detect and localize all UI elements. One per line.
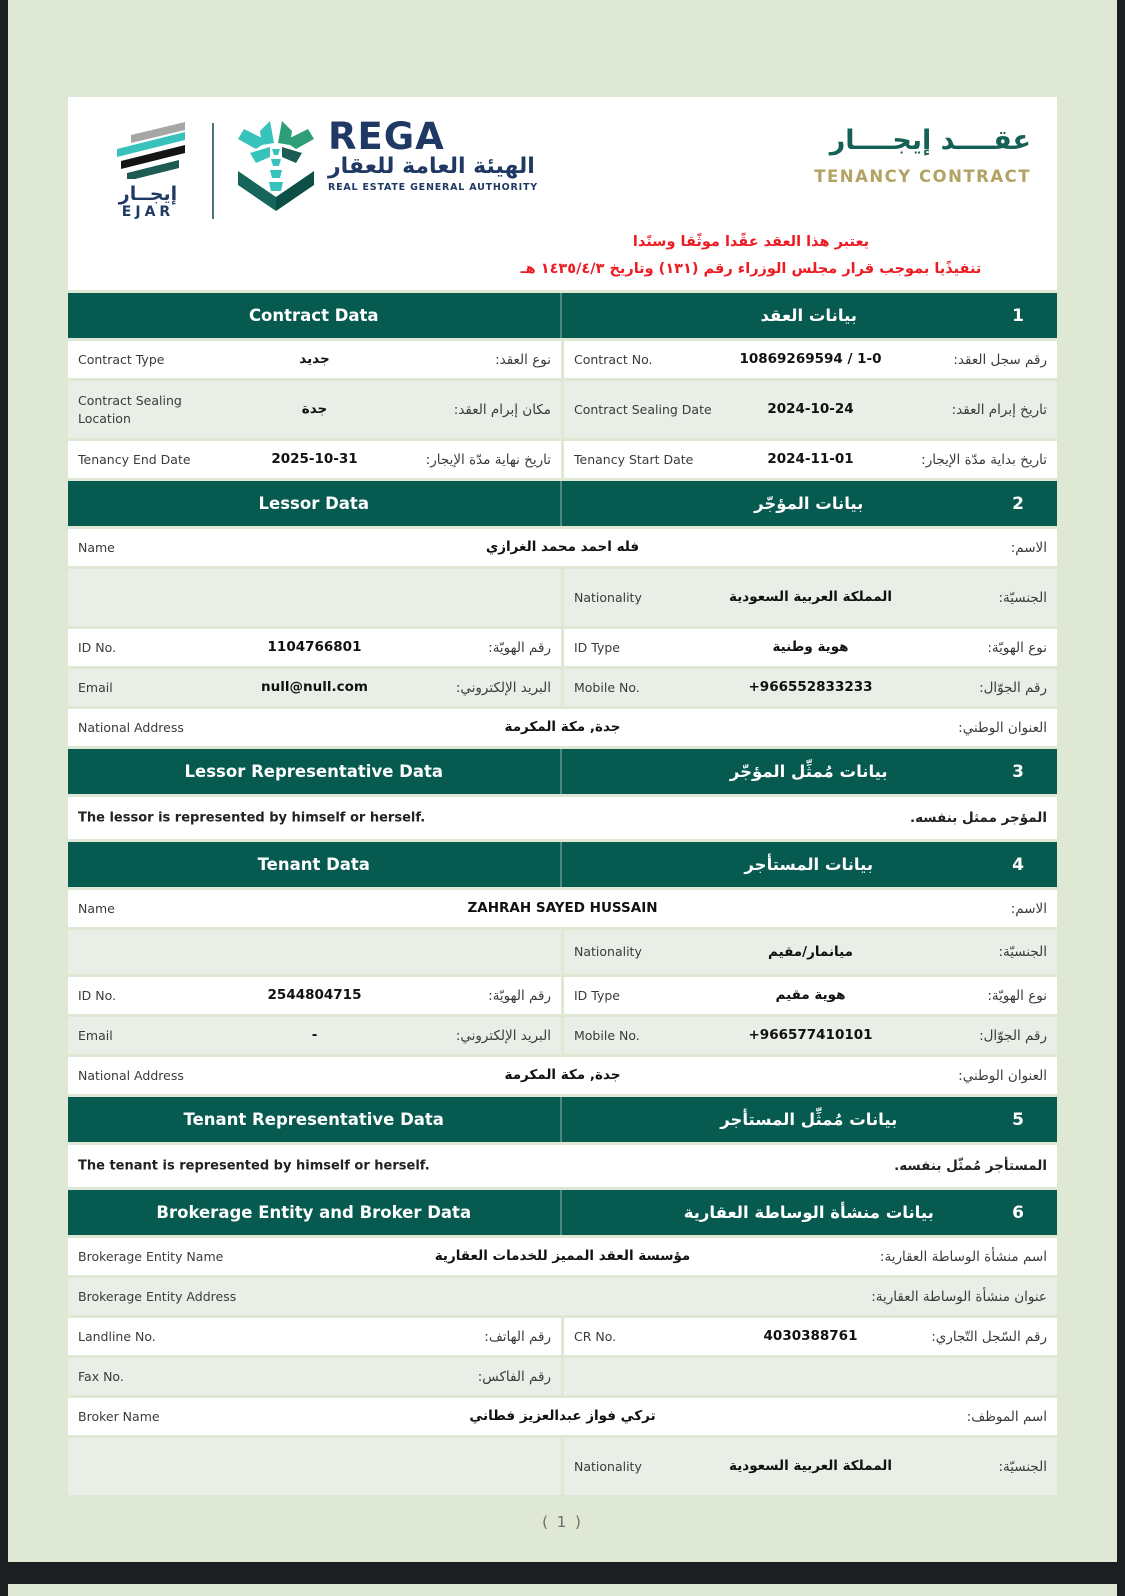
field-label-en: Nationality [574,1458,642,1474]
contract-title-block [814,117,1031,186]
field-label-ar: اسم منشأة الوساطة العقارية: [879,1248,1047,1265]
empty-cell [68,1438,561,1495]
field-label-en: Mobile No. [574,1027,640,1043]
field-tenant-id-type [564,977,1057,1014]
field-value: ZAHRAH SAYED HUSSAIN [467,900,658,917]
field-lessor-name [68,529,1057,566]
field-label-en: Email [78,679,113,695]
page-separator [0,1562,1125,1584]
field-tenancy-end-date [68,441,561,478]
document-content [68,0,1057,1531]
table-row [68,441,1057,478]
section-title-arabic: بيانات مُمثِّل المؤجّر [729,762,888,781]
section-header-right [562,1097,1057,1142]
field-tenant-id-no [68,977,561,1014]
field-label-en: Email [78,1027,113,1043]
header-top-row [94,117,1031,227]
field-label-en: Broker Name [78,1408,160,1424]
field-label-ar: رقم الهاتف: [484,1328,551,1345]
section-brokerage-data [68,1190,1057,1495]
table-row [68,1318,1057,1355]
field-label-ar: نوع الهويّة: [987,639,1047,656]
field-value: هوية وطنية [772,639,849,656]
field-label-ar: رقم الجوّال: [979,1027,1047,1044]
logo-divider [212,123,214,219]
field-value: 2025-10-31 [271,451,358,468]
field-label-ar: تاريخ بداية مدّة الإيجار: [921,451,1047,468]
section-lessor-representative [68,749,1057,839]
rega-arabic-name: الهيئة العامة للعقار [328,154,535,180]
document-header-card [68,97,1057,290]
field-label-ar: البريد الإلكتروني: [455,679,551,696]
field-value: جدة, مكة المكرمة [504,1067,621,1084]
field-label-ar: رقم السّجل التّجاري: [931,1328,1047,1345]
rega-palm-icon [230,119,322,227]
section-title-english: Lessor Representative Data [68,749,562,794]
ejar-logo-latin: EJAR [121,204,175,220]
section-title-arabic: بيانات المستأجر [744,855,874,874]
table-row [68,1358,1057,1395]
field-value: المملكة العربية السعودية [729,1458,892,1475]
field-value: +966552833233 [748,679,873,696]
field-lessor-nationality [564,569,1057,626]
field-label-ar: اسم الموظف: [966,1408,1047,1425]
field-value: تركي فواز عبدالعزيز فطاني [469,1408,656,1425]
field-fax-no [68,1358,561,1395]
field-label-ar: عنوان منشأة الوساطة العقارية: [871,1288,1047,1305]
section-lessor-data [68,481,1057,746]
field-value: جدة, مكة المكرمة [504,719,621,736]
empty-cell [68,930,561,974]
section-contract-data [68,293,1057,478]
field-brokerage-entity-name [68,1238,1057,1275]
field-label-ar: رقم الجوّال: [979,679,1047,696]
section-title-english: Contract Data [68,293,562,338]
field-label-ar: رقم الهويّة: [488,639,551,656]
field-label-en: ID Type [574,639,620,655]
field-cr-no [564,1318,1057,1355]
field-value: فله احمد محمد الغرازي [485,539,640,556]
empty-cell [564,1358,1057,1395]
field-value: هوية مقيم [775,987,846,1004]
section-number: 5 [1012,1109,1024,1130]
table-row [68,381,1057,438]
field-label-ar: تاريخ إبرام العقد: [951,401,1047,418]
field-value: 2024-11-01 [767,451,854,468]
note-arabic: المستأجر مُمثّل بنفسه. [894,1158,1047,1174]
field-label-en: National Address [78,719,184,735]
field-label-ar: تاريخ نهاية مدّة الإيجار: [425,451,551,468]
field-tenant-nationality [564,930,1057,974]
document-page [8,0,1117,1562]
table-row [68,930,1057,974]
field-lessor-id-no [68,629,561,666]
field-label-ar: العنوان الوطني: [958,1067,1047,1084]
field-label-ar: مكان إبرام العقد: [453,401,551,418]
field-tenancy-start-date [564,441,1057,478]
table-row [68,629,1057,666]
section-header-right [562,842,1057,887]
note-arabic: المؤجر ممثل بنفسه. [909,810,1047,826]
field-lessor-mobile [564,669,1057,706]
field-value: - [311,1027,318,1044]
field-label-ar: الاسم: [1010,900,1047,917]
rega-logo [230,115,538,227]
note-english: The tenant is represented by himself or herself. [78,1158,430,1174]
field-tenant-name [68,890,1057,927]
section-header-right [562,293,1057,338]
table-row [68,341,1057,378]
field-value: المملكة العربية السعودية [729,589,892,606]
field-label-en: Mobile No. [574,679,640,695]
field-tenant-national-address [68,1057,1057,1094]
field-label-ar: رقم الهويّة: [488,987,551,1004]
ejar-logo [94,121,202,220]
field-value: جديد [299,351,330,368]
page-number: ( 1 ) [542,1513,583,1531]
field-value: 2544804715 [267,987,362,1004]
field-label-en: ID Type [574,987,620,1003]
section-header-right [562,1190,1057,1235]
field-label-ar: رقم الفاكس: [477,1368,551,1385]
section-number: 3 [1012,761,1024,782]
field-value: null@null.com [261,679,368,696]
field-label-en: Contract Type [78,351,165,367]
field-label-ar: البريد الإلكتروني: [455,1027,551,1044]
field-contract-type [68,341,561,378]
section-title-english: Brokerage Entity and Broker Data [68,1190,562,1235]
field-landline-no [68,1318,561,1355]
section-number: 2 [1012,493,1024,514]
field-label-en: Brokerage Entity Name [78,1248,224,1264]
ejar-logo-arabic: إيجــار [118,183,178,205]
field-label-en: Contract Sealing Date [574,401,712,417]
field-label-ar: رقم سجل العقد: [953,351,1047,368]
field-label-ar: الجنسيّة: [998,589,1047,606]
table-row [68,977,1057,1014]
field-contract-no [564,341,1057,378]
field-label-ar: نوع العقد: [495,351,551,368]
field-value: 10869269594 / 1-0 [739,351,882,368]
section-number: 6 [1012,1202,1024,1223]
field-label-ar: الجنسيّة: [998,1458,1047,1475]
section-header [68,293,1057,338]
section-tenant-representative [68,1097,1057,1187]
section-header [68,481,1057,526]
section-tenant-data [68,842,1057,1094]
field-value: 4030388761 [763,1328,858,1345]
section-title-arabic: بيانات العقد [760,306,857,325]
section-title-english: Lessor Data [68,481,562,526]
field-value: مؤسسة العقد المميز للخدمات العقارية [434,1248,691,1265]
rega-name: REGA [328,115,445,158]
section-number: 4 [1012,854,1024,875]
field-tenant-email [68,1017,561,1054]
legal-notice-line2: تنفيذًيا بموجب قرار مجلس الوزراء رقم (١٣١) وتاريخ ١٤٣٥/٤/٣ هـ [520,260,982,277]
field-label-en: Landline No. [78,1328,156,1344]
table-row [68,669,1057,706]
contract-title-arabic: عقــــد إيجــــار [829,125,1031,156]
field-sealing-date [564,381,1057,438]
section-header-right [562,481,1057,526]
field-label-ar: العنوان الوطني: [958,719,1047,736]
section-title-english: Tenant Representative Data [68,1097,562,1142]
field-label-en: Name [78,539,115,555]
field-label-en: ID No. [78,987,117,1003]
note-english: The lessor is represented by himself or herself. [78,810,426,826]
field-value: جدة [301,401,328,418]
field-label-en: Nationality [574,589,642,605]
section-title-arabic: بيانات المؤجّر [754,494,864,513]
section-header [68,1097,1057,1142]
empty-cell [68,569,561,626]
field-brokerage-entity-address [68,1278,1057,1315]
field-label-en: Nationality [574,943,642,959]
contract-title-english: TENANCY CONTRACT [814,167,1031,187]
field-label-en: Brokerage Entity Address [78,1288,237,1304]
field-value: +966577410101 [748,1027,873,1044]
field-label-en: Name [78,900,115,916]
field-label-ar: الاسم: [1010,539,1047,556]
field-value: ميانمار/مقيم [767,943,853,960]
field-lessor-email [68,669,561,706]
field-label-en: National Address [78,1067,184,1083]
section-title-arabic: بيانات منشأة الوساطة العقارية [683,1203,934,1222]
field-label-en: Fax No. [78,1368,124,1384]
legal-notice [481,229,1021,283]
field-label-en: CR No. [574,1328,617,1344]
field-sealing-location [68,381,561,438]
field-lessor-id-type [564,629,1057,666]
section-number: 1 [1012,305,1024,326]
field-broker-name [68,1398,1057,1435]
field-value: 2024-10-24 [767,401,854,418]
field-label-en: Contract Sealing Location [78,392,182,426]
table-row [68,1438,1057,1495]
rega-english-name: REAL ESTATE GENERAL AUTHORITY [328,181,538,193]
field-label-en: Tenancy End Date [78,451,191,467]
section-header [68,842,1057,887]
field-label-en: Contract No. [574,351,653,367]
rega-logo-text [328,115,538,193]
representative-note [68,797,1057,839]
field-label-en: ID No. [78,639,117,655]
section-title-arabic: بيانات مُمثِّل المستأجر [720,1110,898,1129]
field-value: 1104766801 [267,639,362,656]
field-lessor-national-address [68,709,1057,746]
section-header-right [562,749,1057,794]
table-row [68,569,1057,626]
table-row [68,1017,1057,1054]
next-page-edge [8,1584,1117,1596]
field-broker-nationality [564,1438,1057,1495]
legal-notice-line1: يعتبر هذا العقد عقًدا موثًقا وسنًدا [632,234,870,250]
field-label-ar: الجنسيّة: [998,944,1047,960]
field-label-en: Tenancy Start Date [574,451,694,467]
section-title-english: Tenant Data [68,842,562,887]
section-header [68,749,1057,794]
representative-note [68,1145,1057,1187]
field-tenant-mobile [564,1017,1057,1054]
ejar-stripes-icon [105,121,191,183]
field-label-ar: نوع الهويّة: [987,987,1047,1004]
section-header [68,1190,1057,1235]
